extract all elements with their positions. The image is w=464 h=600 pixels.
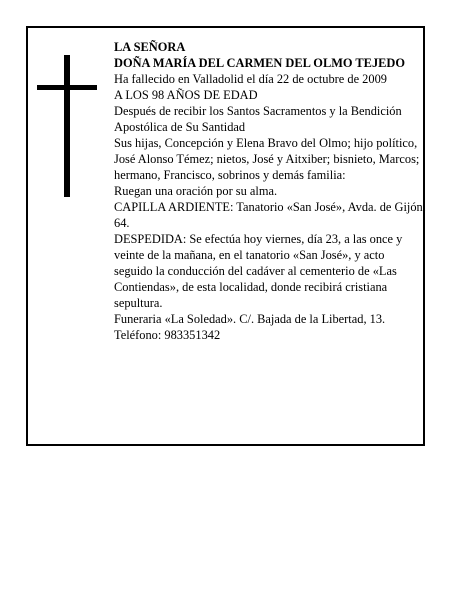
title-line-1: LA SEÑORA <box>114 40 186 54</box>
family-list: Sus hijas, Concepción y Elena Bravo del Olmo; hijo político, José Alonso Témez; nietos, José y Aitxiber; bisnieto, Marcos; hermano, Francisco, sobrinos y demás familia: <box>114 136 420 182</box>
phone-info: Teléfono: 983351342 <box>114 328 221 342</box>
farewell-info: DESPEDIDA: Se efectúa hoy viernes, día 23, a las once y veinte de la mañana, en el tanatorio «San José», y acto seguido la conducción del cadáver al cementerio de «Las Contiendas», de esta localidad, donde recibirá cristiana sepultura. <box>114 232 403 310</box>
obituary-text-block <box>114 39 426 343</box>
latin-cross-icon <box>37 55 97 197</box>
cross-horizontal-bar <box>37 85 97 90</box>
age-line: A LOS 98 AÑOS DE EDAD <box>114 88 258 102</box>
chapel-info: CAPILLA ARDIENTE: Tanatorio «San José», Avda. de Gijón, 64. <box>114 200 426 230</box>
deceased-name: DOÑA MARÍA DEL CARMEN DEL OLMO TEJEDO <box>114 56 405 70</box>
cross-vertical-bar <box>64 55 70 197</box>
funeral-home-info: Funeraria «La Soledad». C/. Bajada de la Libertad, 13. <box>114 312 386 326</box>
prayer-request: Ruegan una oración por su alma. <box>114 184 278 198</box>
sacraments-line: Después de recibir los Santos Sacramentos y la Bendición Apostólica de Su Santidad <box>114 104 402 134</box>
death-announcement: Ha fallecido en Valladolid el día 22 de octubre de 2009 <box>114 72 387 86</box>
